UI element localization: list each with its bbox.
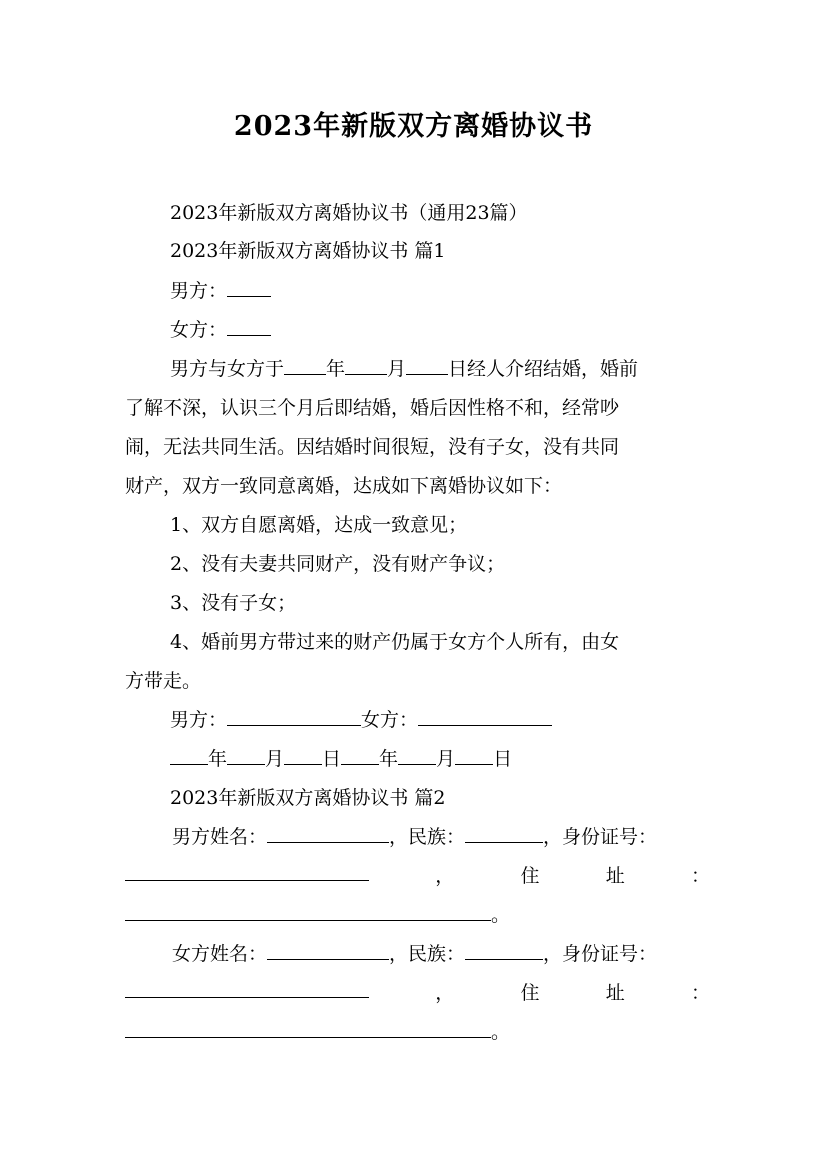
male-address-colon: ： [690, 865, 710, 887]
month-char: 月 [387, 358, 407, 380]
female-address-char1: 住 [520, 982, 540, 1004]
date2-day-char: 日 [493, 748, 513, 770]
male-info-line1 [172, 823, 657, 851]
signature-line [170, 706, 552, 734]
female-info-line3 [125, 1018, 510, 1046]
date2-day-blank [455, 746, 493, 765]
para1-text-a: 男方与女方于 [170, 358, 285, 380]
female-address-colon: ： [690, 982, 710, 1004]
female-period: 。 [491, 1021, 511, 1043]
date1-month-char: 月 [265, 748, 285, 770]
female-info-line2 [125, 979, 710, 1007]
para1-line2: 了解不深，认识三个月后即结婚，婚后因性格不和，经常吵 [125, 397, 620, 419]
male-id-label: ，身份证号： [543, 826, 658, 848]
date2-year-char: 年 [379, 748, 399, 770]
female-id-blank [125, 979, 369, 998]
item-4-line1: 4、婚前男方带过来的财产仍属于女方个人所有，由女 [170, 631, 620, 653]
para1-text-b: 日经人介绍结婚，婚前 [448, 358, 639, 380]
female-comma: ， [435, 982, 455, 1004]
sign-female-label: 女方： [361, 709, 419, 731]
male-party-line [170, 277, 271, 305]
sign-female-blank [418, 707, 552, 726]
male-id-blank [125, 862, 369, 881]
male-address-char2: 址 [605, 865, 625, 887]
female-address-char2: 址 [605, 982, 625, 1004]
year-char: 年 [326, 358, 346, 380]
sign-male-label: 男方： [170, 709, 228, 731]
item-1: 1、双方自愿离婚，达成一致意见； [170, 514, 468, 536]
para1-line4: 财产，双方一致同意离婚，达成如下离婚协议如下： [125, 475, 563, 497]
female-party-line [170, 316, 271, 344]
date1-day-blank [284, 746, 322, 765]
document-title: 2023年新版双方离婚协议书 [233, 111, 594, 142]
female-name-label: 女方姓名： [172, 943, 268, 965]
male-ethnicity-label: ，民族： [389, 826, 466, 848]
date2-month-char: 月 [436, 748, 456, 770]
female-name-blank [267, 941, 389, 960]
male-info-line2 [125, 862, 710, 890]
male-name-blank [267, 824, 389, 843]
female-ethnicity-blank [465, 941, 543, 960]
male-blank [227, 278, 271, 297]
date1-year-char: 年 [208, 748, 228, 770]
female-address-blank [125, 1019, 491, 1038]
document-subtitle: 2023年新版双方离婚协议书（通用23篇） [170, 202, 528, 224]
male-address-blank [125, 902, 491, 921]
female-info-line1 [172, 940, 657, 968]
male-name-label: 男方姓名： [172, 826, 268, 848]
male-address-char1: 住 [520, 865, 540, 887]
sign-male-blank [227, 707, 361, 726]
female-ethnicity-label: ，民族： [389, 943, 466, 965]
male-label: 男方： [170, 280, 228, 302]
female-id-label: ，身份证号： [543, 943, 658, 965]
marriage-month-blank [345, 356, 387, 375]
male-ethnicity-blank [465, 824, 543, 843]
marriage-day-blank [406, 356, 448, 375]
date1-day-char: 日 [322, 748, 342, 770]
female-blank [227, 317, 271, 336]
section1-heading: 2023年新版双方离婚协议书 篇1 [170, 240, 446, 262]
item-4-line2: 方带走。 [125, 670, 202, 692]
male-period: 。 [491, 904, 511, 926]
marriage-year-blank [284, 356, 326, 375]
signature-date-line [170, 745, 512, 773]
item-3: 3、没有子女； [170, 592, 297, 614]
male-info-line3 [125, 901, 510, 929]
female-label: 女方： [170, 319, 228, 341]
date2-year-blank [341, 746, 379, 765]
para1-line1 [170, 355, 638, 383]
date1-year-blank [170, 746, 208, 765]
para1-line3: 闹，无法共同生活。因结婚时间很短，没有子女，没有共同 [125, 436, 620, 458]
date2-month-blank [398, 746, 436, 765]
section2-heading: 2023年新版双方离婚协议书 篇2 [170, 787, 446, 809]
male-comma: ， [435, 865, 455, 887]
date1-month-blank [227, 746, 265, 765]
item-2: 2、没有夫妻共同财产，没有财产争议； [170, 553, 506, 575]
